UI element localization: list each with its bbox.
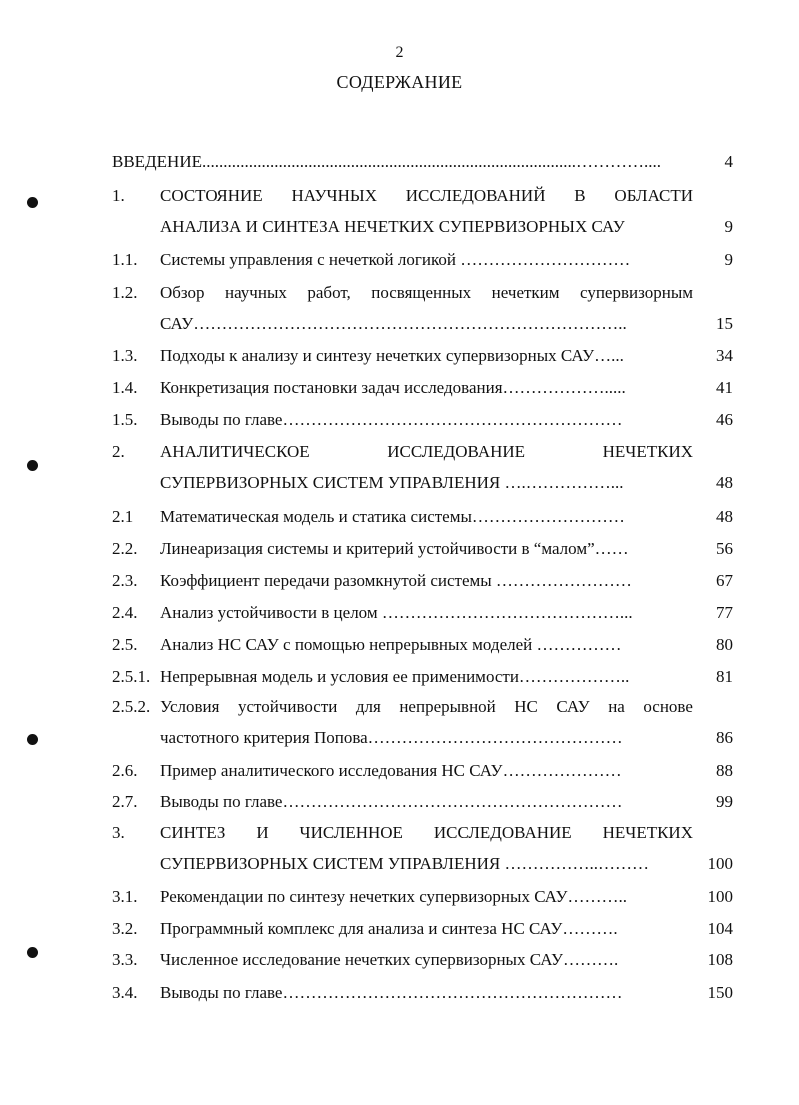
toc-page-number: 100 xyxy=(707,854,733,873)
punch-hole-mark xyxy=(27,734,38,745)
toc-word: ОБЛАСТИ xyxy=(614,186,693,205)
toc-entry-text: Пример аналитического исследования НС САУ………………… xyxy=(160,761,622,780)
toc-word: В xyxy=(574,186,586,205)
toc-entry-text: Непрерывная модель и условия ее применимости……………….. xyxy=(160,667,630,686)
toc-title: СОДЕРЖАНИЕ xyxy=(336,72,463,92)
toc-entry-number: 2.3. xyxy=(112,571,138,590)
toc-page-number: 108 xyxy=(707,950,733,969)
toc-entry-text: Анализ НС САУ с помощью непрерывных моделей …………… xyxy=(160,635,622,654)
toc-entry-number: 1.1. xyxy=(112,250,138,269)
toc-word: научных xyxy=(225,283,287,302)
toc-entry-text: Конкретизация постановки задач исследования………………..... xyxy=(160,378,626,397)
toc-entry-number: 1. xyxy=(112,186,125,205)
toc-entry-number: 2.5. xyxy=(112,635,138,654)
toc-word: Условия xyxy=(160,697,220,716)
toc-entry-number: 2.5.2. xyxy=(112,697,151,716)
toc-word: СИНТЕЗ xyxy=(160,823,226,842)
toc-word: НЕЧЕТКИХ xyxy=(602,823,693,842)
toc-word: САУ xyxy=(556,697,590,716)
toc-entry-text xyxy=(160,283,693,303)
toc-word: ИССЛЕДОВАНИЕ xyxy=(433,823,572,842)
toc-entry-text: Подходы к анализу и синтезу нечетких супервизорных САУ…... xyxy=(160,346,624,365)
toc-page-number: 80 xyxy=(716,635,733,654)
punch-hole-mark xyxy=(27,947,38,958)
toc-entry-text: Рекомендации по синтезу нечетких супервизорных САУ……….. xyxy=(160,887,628,906)
toc-entry-text: Линеаризация системы и критерий устойчивости в “малом”…… xyxy=(160,539,629,558)
toc-page-number: 9 xyxy=(724,250,733,269)
toc-word: НАУЧНЫХ xyxy=(291,186,377,205)
toc-word: устойчивости xyxy=(237,697,338,716)
toc-page-number: 56 xyxy=(716,539,733,558)
toc-entry-text xyxy=(160,186,693,206)
toc-entry-text xyxy=(160,442,693,462)
toc-page-number: 4 xyxy=(724,152,733,171)
toc-word: СОСТОЯНИЕ xyxy=(160,186,263,205)
toc-entry-number: 3.4. xyxy=(112,983,138,1002)
toc-entry-number: 2.1 xyxy=(112,507,134,526)
page-number: 2 xyxy=(395,44,404,61)
toc-word: посвященных xyxy=(371,283,472,302)
toc-entry-number: 3. xyxy=(112,823,125,842)
toc-page-number: 88 xyxy=(716,761,733,780)
punch-hole-mark xyxy=(27,197,38,208)
toc-entry-text xyxy=(160,823,693,843)
toc-page-number: 48 xyxy=(716,507,733,526)
toc-page-number: 150 xyxy=(707,983,733,1002)
toc-page-number: 104 xyxy=(707,919,733,938)
toc-word: НС xyxy=(514,697,538,716)
toc-word: ИССЛЕДОВАНИЙ xyxy=(405,186,546,205)
toc-entry-number: 1.5. xyxy=(112,410,138,429)
toc-word: на xyxy=(608,697,625,716)
toc-word: ЧИСЛЕННОЕ xyxy=(299,823,403,842)
toc-word: И xyxy=(256,823,269,842)
toc-entry-number: 3.3. xyxy=(112,950,138,969)
toc-entry-text: частотного критерия Попова……………………………………… xyxy=(160,728,623,747)
toc-entry-text: САУ………………………………………………………………….. xyxy=(160,314,627,333)
toc-entry-number: 2. xyxy=(112,442,125,461)
toc-page-number: 99 xyxy=(716,792,733,811)
toc-page-number: 77 xyxy=(716,603,733,622)
toc-entry-number: 2.7. xyxy=(112,792,138,811)
toc-entry-number: 1.2. xyxy=(112,283,138,302)
toc-entry-number: 2.6. xyxy=(112,761,138,780)
toc-page-number: 86 xyxy=(716,728,733,747)
toc-page-number: 46 xyxy=(716,410,733,429)
toc-word: для xyxy=(355,697,381,716)
toc-entry-number: 3.2. xyxy=(112,919,138,938)
toc-entry-number: 2.2. xyxy=(112,539,138,558)
toc-entry-text: Системы управления с нечеткой логикой ………………………… xyxy=(160,250,631,269)
toc-word: ИССЛЕДОВАНИЕ xyxy=(387,442,526,461)
toc-word: НЕЧЕТКИХ xyxy=(602,442,693,461)
toc-page-number: 81 xyxy=(716,667,733,686)
toc-page-number: 100 xyxy=(707,887,733,906)
toc-word: непрерывной xyxy=(399,697,496,716)
toc-entry-number: 2.5.1. xyxy=(112,667,151,686)
toc-entry-text: Выводы по главе…………………………………………………… xyxy=(160,983,623,1002)
toc-word: супервизорным xyxy=(580,283,693,302)
toc-page-number: 9 xyxy=(724,217,733,236)
toc-entry-text: АНАЛИЗА И СИНТЕЗА НЕЧЕТКИХ СУПЕРВИЗОРНЫХ САУ xyxy=(160,217,625,236)
toc-entry-text: Математическая модель и статика системы……………………… xyxy=(160,507,625,526)
toc-entry-number: 2.4. xyxy=(112,603,138,622)
toc-page-number: 15 xyxy=(716,314,733,333)
toc-word: работ, xyxy=(307,283,351,302)
toc-entry-number: 1.4. xyxy=(112,378,138,397)
toc-word: Обзор xyxy=(160,283,205,302)
toc-entry-text: ВВЕДЕНИЕ........................................................................................………….... xyxy=(112,152,661,171)
toc-word: основе xyxy=(643,697,693,716)
toc-page-number: 34 xyxy=(716,346,733,365)
toc-word: АНАЛИТИЧЕСКОЕ xyxy=(160,442,310,461)
punch-hole-mark xyxy=(27,460,38,471)
toc-page-number: 67 xyxy=(716,571,733,590)
toc-entry-number: 1.3. xyxy=(112,346,138,365)
toc-entry-text: СУПЕРВИЗОРНЫХ СИСТЕМ УПРАВЛЕНИЯ ……………..……… xyxy=(160,854,649,873)
toc-entry-text xyxy=(160,697,693,717)
toc-entry-text: Анализ устойчивости в целом ……………………………………... xyxy=(160,603,633,622)
toc-word: нечетким xyxy=(491,283,560,302)
toc-entry-text: Численное исследование нечетких супервизорных САУ………. xyxy=(160,950,619,969)
toc-entry-text: Программный комплекс для анализа и синтеза НС САУ………. xyxy=(160,919,618,938)
toc-entry-number: 3.1. xyxy=(112,887,138,906)
toc-entry-text: Выводы по главе…………………………………………………… xyxy=(160,410,623,429)
toc-page-number: 41 xyxy=(716,378,733,397)
toc-entry-text: СУПЕРВИЗОРНЫХ СИСТЕМ УПРАВЛЕНИЯ ….……………... xyxy=(160,473,624,492)
toc-entry-text: Выводы по главе…………………………………………………… xyxy=(160,792,623,811)
toc-page-number: 48 xyxy=(716,473,733,492)
toc-entry-text: Коэффициент передачи разомкнутой системы …………………… xyxy=(160,571,632,590)
